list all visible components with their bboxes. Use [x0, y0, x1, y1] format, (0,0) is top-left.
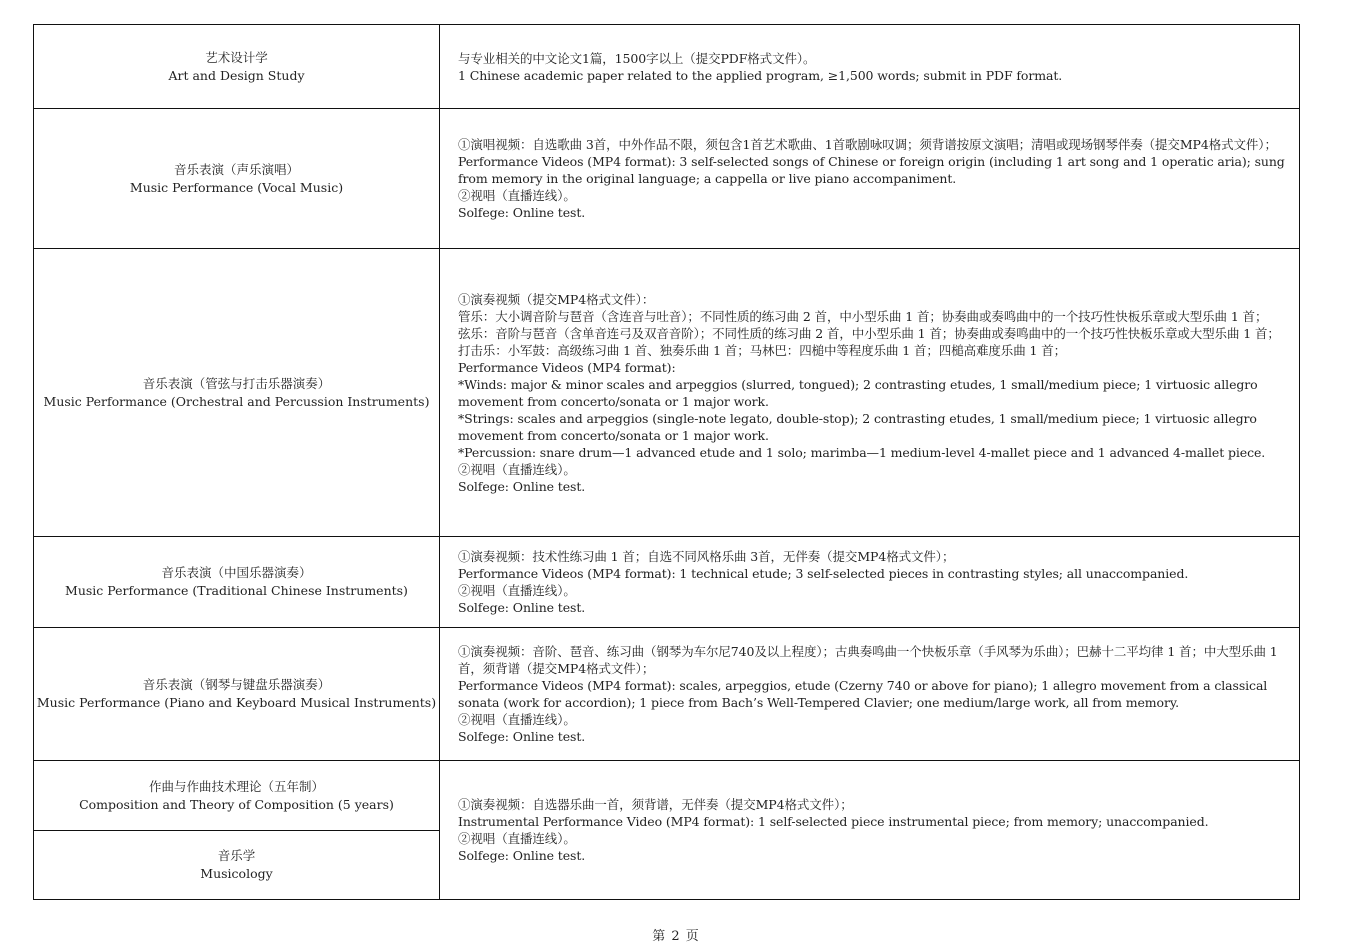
- program-name-cn: 音乐表演（管弦与打击乐器演奏）: [142, 375, 331, 391]
- requirement-line: 管乐：大小调音阶与琶音（含连音与吐音）；不同性质的练习曲 2 首，中小型乐曲 1 首；协奏曲或奏鸣曲中的一个技巧性快板乐章或大型乐曲 1 首；: [458, 308, 1268, 324]
- table-row: [34, 537, 1300, 628]
- program-name-cn: 艺术设计学: [205, 49, 268, 65]
- requirement-line: ②视唱（直播连线）。: [458, 583, 576, 598]
- program-name-en: Music Performance (Traditional Chinese Instruments): [65, 583, 408, 598]
- requirement-line: 与专业相关的中文论文1篇，1500字以上（提交PDF格式文件）。: [458, 50, 816, 66]
- requirement-line: Solfege: Online test.: [458, 729, 586, 744]
- program-cell: [34, 831, 440, 900]
- requirements-cell: [440, 249, 1300, 537]
- requirement-line: *Strings: scales and arpeggios (single-note legato, double-stop); 2 contrasting etudes, 1 small/medium piece; 1 virtuosic allegro movement from concerto/sonata or 1 major work.: [458, 410, 1257, 443]
- program-cell: [34, 537, 440, 628]
- program-name-en: Music Performance (Piano and Keyboard Musical Instruments): [36, 695, 437, 710]
- program-name-cn: 作曲与作曲技术理论（五年制）: [148, 778, 324, 794]
- requirement-line: 打击乐：小军鼓：高级练习曲 1 首、独奏乐曲 1 首；马林巴：四槌中等程度乐曲 1 首；四槌高难度乐曲 1 首；: [458, 342, 1067, 358]
- requirement-line: Instrumental Performance Video (MP4 format): 1 self-selected piece instrumental piece; from memory; unaccompanied.: [458, 814, 1209, 829]
- requirements-cell: [440, 628, 1300, 761]
- table-row: [34, 628, 1300, 761]
- program-name-cn: 音乐表演（中国乐器演奏）: [161, 565, 312, 580]
- program-name-cn: 音乐学: [217, 848, 256, 863]
- requirement-line: ①演奏视频（提交MP4格式文件）：: [458, 291, 655, 307]
- requirement-line: *Percussion: snare drum—1 advanced etude and 1 solo; marimba—1 medium-level 4-mallet piece and 1 advanced 4-mallet piece.: [458, 444, 1266, 460]
- requirement-line: ①演唱视频：自选歌曲 3首，中外作品不限，须包含1首艺术歌曲、1首歌剧咏叹调；须背谱按原文演唱；清唱或现场钢琴伴奏（提交MP4格式文件）；: [458, 137, 1277, 152]
- requirements-table: [33, 24, 1300, 900]
- table-row: [34, 25, 1300, 109]
- requirement-line: Solfege: Online test.: [458, 848, 586, 863]
- requirements-cell: [440, 537, 1300, 628]
- program-name-en: Musicology: [200, 866, 273, 881]
- program-cell: [34, 25, 440, 109]
- requirement-line: Solfege: Online test.: [458, 478, 586, 494]
- requirements-cell: [440, 761, 1300, 900]
- program-name-en: Music Performance (Vocal Music): [129, 179, 344, 195]
- program-name-en: Art and Design Study: [168, 67, 305, 83]
- table-row: [34, 249, 1300, 537]
- requirement-line: ②视唱（直播连线）。: [458, 188, 576, 203]
- program-cell: [34, 249, 440, 537]
- requirement-line: Performance Videos (MP4 format): 1 technical etude; 3 self-selected pieces in contrasting styles; all unaccompanied.: [458, 566, 1189, 581]
- requirements-cell: [440, 25, 1300, 109]
- program-cell: [34, 761, 440, 831]
- requirement-line: Solfege: Online test.: [458, 205, 586, 220]
- program-name-en: Music Performance (Orchestral and Percussion Instruments): [43, 393, 430, 409]
- program-name-en: Composition and Theory of Composition (5 years): [79, 796, 394, 812]
- program-name-cn: 音乐表演（钢琴与键盘乐器演奏）: [142, 677, 331, 692]
- requirement-line: ①演奏视频：技术性练习曲 1 首；自选不同风格乐曲 3首，无伴奏（提交MP4格式文件）；: [458, 549, 955, 564]
- requirement-line: ②视唱（直播连线）。: [458, 831, 576, 846]
- requirement-line: 弦乐：音阶与琶音（含单音连弓及双音音阶）；不同性质的练习曲 2 首，中小型乐曲 1 首；协奏曲或奏鸣曲中的一个技巧性快板乐章或大型乐曲 1 首；: [458, 325, 1280, 341]
- requirement-line: Performance Videos (MP4 format): 3 self-selected songs of Chinese or foreign origin (including 1 art song and 1 operatic aria); sung from memory in the original language; a cappella or live piano accompaniment.: [458, 154, 1285, 186]
- requirement-line: *Winds: major & minor scales and arpeggios (slurred, tongued); 2 contrasting etudes, 1 small/medium piece; 1 virtuosic allegro movement from concerto/sonata or 1 major work.: [458, 376, 1258, 409]
- requirement-line: ②视唱（直播连线）。: [458, 461, 576, 477]
- page-number: 第 2 页: [652, 929, 700, 944]
- program-cell: [34, 628, 440, 761]
- requirement-line: ②视唱（直播连线）。: [458, 712, 576, 727]
- program-cell: [34, 109, 440, 249]
- requirements-cell: [440, 109, 1300, 249]
- requirement-line: Solfege: Online test.: [458, 600, 586, 615]
- requirement-line: 1 Chinese academic paper related to the applied program, ≥1,500 words; submit in PDF format.: [458, 67, 1063, 83]
- table-row: [34, 109, 1300, 249]
- table-row: [34, 761, 1300, 831]
- program-name-cn: 音乐表演（声乐演唱）: [173, 161, 299, 177]
- requirement-line: Performance Videos (MP4 format): scales, arpeggios, etude (Czerny 740 or above for piano); 1 allegro movement from a classical sonata (work for accordion); 1 piece from Bach’s Well-Tempered Clavier; one medium/large work, all from memory.: [458, 678, 1268, 710]
- requirement-line: ①演奏视频：自选器乐曲一首，须背谱，无伴奏（提交MP4格式文件）；: [458, 797, 853, 812]
- requirement-line: Performance Videos (MP4 format):: [458, 359, 676, 375]
- requirement-line: ①演奏视频：音阶、琶音、练习曲（钢琴为车尔尼740及以上程度）；古典奏鸣曲一个快板乐章（手风琴为乐曲）；巴赫十二平均律 1 首；中大型乐曲 1 首，须背谱（提交MP4格式文件）；: [458, 644, 1278, 676]
